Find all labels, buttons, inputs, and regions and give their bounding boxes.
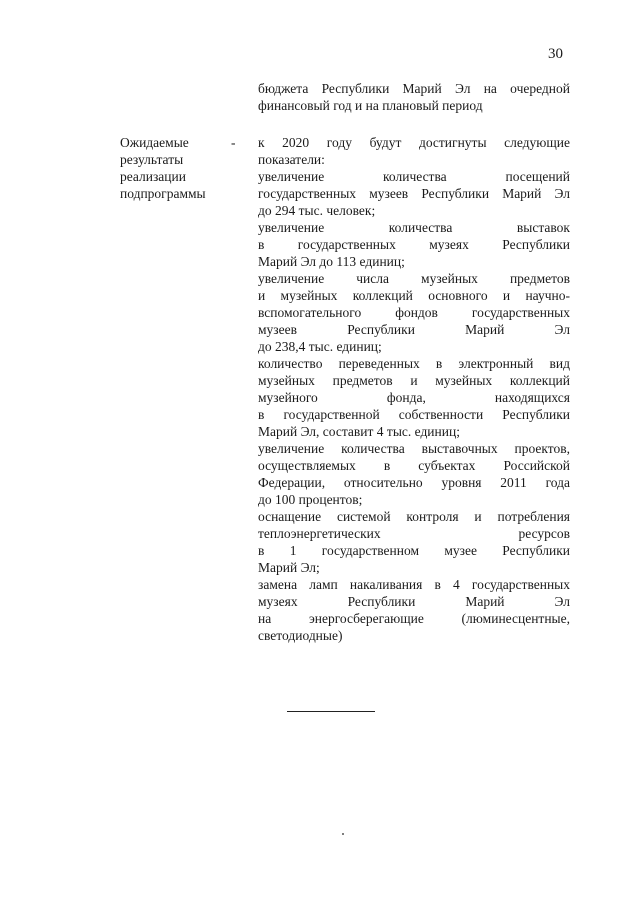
- row-label: [120, 134, 230, 202]
- content-line: Федерации, относительно уровня 2011 года: [258, 475, 570, 490]
- intro-line: финансовый год и на плановый период: [258, 98, 483, 113]
- content-line: замена ламп накаливания в 4 государственных: [258, 577, 570, 592]
- row-label-line: результаты: [120, 152, 184, 167]
- row-dash: -: [231, 135, 236, 150]
- content-line: музейного фонда, находящихся: [258, 390, 570, 405]
- page-number: 30: [548, 46, 563, 62]
- content-line: увеличение числа музейных предметов: [258, 271, 570, 286]
- row-label-line: подпрограммы: [120, 186, 206, 201]
- content-line: оснащение системой контроля и потребления: [258, 509, 570, 524]
- content-line: до 100 процентов;: [258, 492, 363, 507]
- content-line: увеличение количества выставок: [258, 220, 570, 235]
- content-line: Марий Эл;: [258, 560, 320, 575]
- row-label-line: реализации: [120, 169, 186, 184]
- row-content: [258, 134, 570, 644]
- content-line: в государственной собственности Республики: [258, 407, 570, 422]
- content-line: к 2020 году будут достигнуты следующие: [258, 135, 570, 150]
- content-line: Марий Эл до 113 единиц;: [258, 254, 405, 269]
- content-line: теплоэнергетических ресурсов: [258, 526, 570, 541]
- content-line: музеях Республики Марий Эл: [258, 594, 570, 609]
- end-of-section-rule: [287, 711, 375, 712]
- content-line: количество переведенных в электронный вид: [258, 356, 570, 371]
- intro-line: бюджета Республики Марий Эл на очередной: [258, 81, 570, 96]
- content-line: показатели:: [258, 152, 325, 167]
- content-line: увеличение количества посещений: [258, 169, 570, 184]
- content-line: Марий Эл, составит 4 тыс. единиц;: [258, 424, 460, 439]
- content-line: до 238,4 тыс. единиц;: [258, 339, 382, 354]
- content-line: вспомогательного фондов государственных: [258, 305, 570, 320]
- content-line: в государственных музеях Республики: [258, 237, 570, 252]
- content-line: увеличение количества выставочных проектов,: [258, 441, 570, 456]
- content-line: в 1 государственном музее Республики: [258, 543, 570, 558]
- scan-speck: [342, 833, 344, 835]
- content-line: до 294 тыс. человек;: [258, 203, 376, 218]
- content-line: государственных музеев Республики Марий Эл: [258, 186, 570, 201]
- content-line: музейных предметов и музейных коллекций: [258, 373, 570, 388]
- content-line: светодиодные): [258, 628, 343, 643]
- row-label-line: Ожидаемые: [120, 135, 189, 150]
- content-line: на энергосберегающие (люминесцентные,: [258, 611, 570, 626]
- intro-continuation: [258, 80, 570, 114]
- content-line: музеев Республики Марий Эл: [258, 322, 570, 337]
- content-line: осуществляемых в субъектах Российской: [258, 458, 570, 473]
- content-line: и музейных коллекций основного и научно-: [258, 288, 570, 303]
